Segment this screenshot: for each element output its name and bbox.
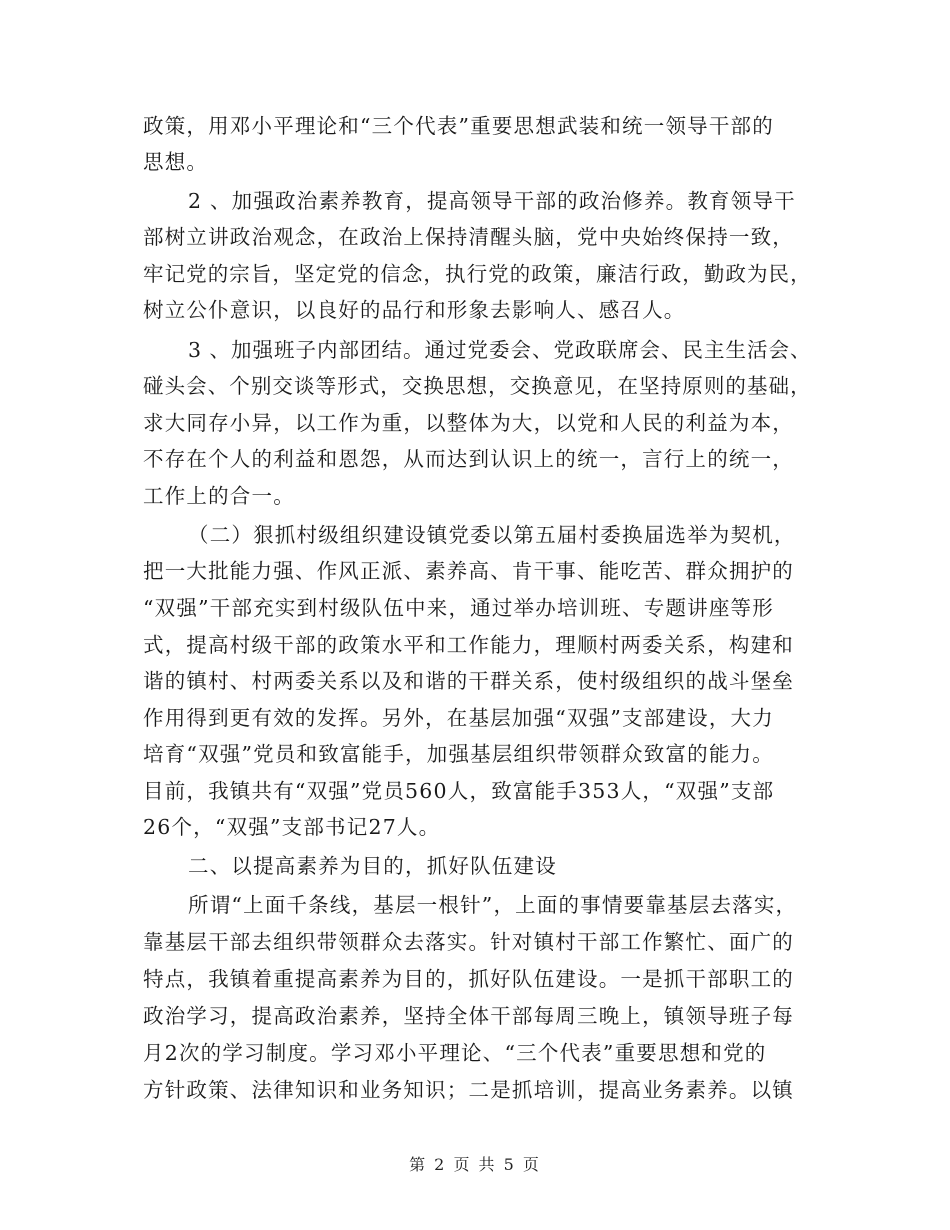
text-line: 所谓“上面千条线，基层一根针”，上面的事情要靠基层去落实，: [188, 893, 798, 917]
text-line: 工作上的合一。: [143, 484, 295, 508]
text-line: 月2次的学习制度。学习邓小平理论、“三个代表”重要思想和党的: [143, 1041, 767, 1065]
text-line: 3 、加强班子内部团结。通过党委会、党政联席会、民主生活会、: [188, 338, 812, 362]
text-line: 不存在个人的利益和恩怨，从而达到认识上的统一，言行上的统一，: [143, 447, 794, 471]
text-line: “双强”干部充实到村级队伍中来，通过举办培训班、专题讲座等形: [143, 596, 774, 620]
page-number-footer: 第 2 页 共 5 页: [409, 1155, 541, 1174]
text-line: （二）狠抓村级组织建设镇党委以第五届村委换届选举为契机，: [188, 523, 796, 547]
text-line: 把一大批能力强、作风正派、素养高、肯干事、能吃苦、群众拥护的: [143, 559, 794, 583]
text-line: 26个，“双强”支部书记27人。: [143, 815, 441, 839]
text-line: 政治学习，提高政治素养，坚持全体干部每周三晚上，镇领导班子每: [143, 1004, 794, 1028]
text-line: 谐的镇村、村两委关系以及和谐的干群关系，使村级组织的战斗堡垒: [143, 669, 794, 693]
text-line: 方针政策、法律知识和业务知识；二是抓培训，提高业务素养。以镇: [143, 1078, 794, 1102]
text-line: 特点，我镇着重提高素养为目的，抓好队伍建设。一是抓干部职工的: [143, 967, 794, 991]
text-line: 政策，用邓小平理论和“三个代表”重要思想武装和统一领导干部的: [143, 114, 774, 138]
text-line: 2 、加强政治素养教育，提高领导干部的政治修养。教育领导干: [188, 189, 796, 213]
text-line: 碰头会、个别交谈等形式，交换思想，交换意见，在坚持原则的基础，: [143, 374, 812, 398]
text-line: 靠基层干部去组织带领群众去落实。针对镇村干部工作繁忙、面广的: [143, 930, 794, 954]
text-line: 目前，我镇共有“双强”党员560人，致富能手353人，“双强”支部: [143, 779, 775, 803]
text-line: 牢记党的宗旨，坚定党的信念，执行党的政策，廉洁行政，勤政为民，: [143, 262, 812, 286]
text-line: 思想。: [143, 150, 209, 174]
text-line: 培育“双强”党员和致富能手，加强基层组织带领群众致富的能力。: [143, 742, 774, 766]
text-line: 树立公仆意识，以良好的品行和形象去影响人、感召人。: [143, 298, 686, 322]
section-heading: 二、以提高素养为目的，抓好队伍建设: [188, 854, 557, 878]
text-line: 式，提高村级干部的政策水平和工作能力，理顺村两委关系，构建和: [143, 633, 794, 657]
text-line: 部树立讲政治观念，在政治上保持清醒头脑，党中央始终保持一致，: [143, 225, 794, 249]
text-line: 作用得到更有效的发挥。另外，在基层加强“双强”支部建设，大力: [143, 706, 774, 730]
text-line: 求大同存小异，以工作为重，以整体为大，以党和人民的利益为本，: [143, 411, 794, 435]
